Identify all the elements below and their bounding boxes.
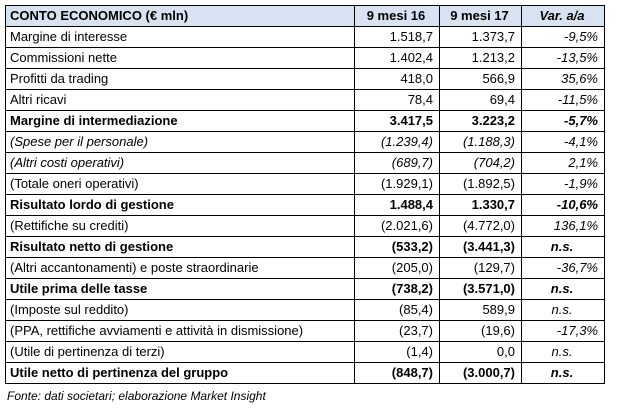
income-statement-table	[5, 5, 605, 384]
value-9m17: 3.223,2	[440, 111, 522, 132]
value-9m17: (129,7)	[440, 258, 522, 279]
row-label: Altri ricavi	[6, 90, 355, 111]
table-row	[6, 27, 605, 48]
table-row-subtotal	[6, 279, 605, 300]
value-9m17: (3.000,7)	[440, 363, 522, 384]
value-var: -13,5%	[522, 48, 605, 69]
value-9m16: (689,7)	[355, 153, 440, 174]
value-9m17: 589,9	[440, 300, 522, 321]
value-var: -9,5%	[522, 27, 605, 48]
row-label: Margine di intermediazione	[6, 111, 355, 132]
table-row-subtotal	[6, 111, 605, 132]
row-label: Profitti da trading	[6, 69, 355, 90]
table-row	[6, 48, 605, 69]
header-9m17: 9 mesi 17	[440, 6, 522, 27]
value-var: 2,1%	[522, 153, 605, 174]
row-label: (Imposte sul reddito)	[6, 300, 355, 321]
value-9m16: (85,4)	[355, 300, 440, 321]
value-9m16: (533,2)	[355, 237, 440, 258]
row-label: (PPA, rettifiche avviamenti e attività in dismissione)	[6, 321, 355, 342]
value-9m16: (205,0)	[355, 258, 440, 279]
header-var: Var. a/a	[522, 6, 605, 27]
value-9m16: (2.021,6)	[355, 216, 440, 237]
value-9m16: (1.239,4)	[355, 132, 440, 153]
table-row	[6, 216, 605, 237]
value-9m17: (3.441,3)	[440, 237, 522, 258]
value-9m17: (1.892,5)	[440, 174, 522, 195]
row-label: (Totale oneri operativi)	[6, 174, 355, 195]
value-9m16: (1.929,1)	[355, 174, 440, 195]
table-row-total	[6, 363, 605, 384]
table-header-row	[6, 6, 605, 27]
row-label: (Rettifiche su crediti)	[6, 216, 355, 237]
value-9m17: (19,6)	[440, 321, 522, 342]
value-9m17: (4.772,0)	[440, 216, 522, 237]
table-row	[6, 321, 605, 342]
value-var: 136,1%	[522, 216, 605, 237]
value-9m17: (704,2)	[440, 153, 522, 174]
header-9m16: 9 mesi 16	[355, 6, 440, 27]
table-row	[6, 342, 605, 363]
value-9m17: (1.188,3)	[440, 132, 522, 153]
value-var: n.s.	[522, 237, 605, 258]
row-label: Utile prima delle tasse	[6, 279, 355, 300]
value-var: n.s.	[522, 342, 605, 363]
row-label: Risultato lordo di gestione	[6, 195, 355, 216]
value-var: -36,7%	[522, 258, 605, 279]
source-note: Fonte: dati societari; elaborazione Market Insight	[7, 389, 266, 403]
value-var: 35,6%	[522, 69, 605, 90]
table-row-subtotal	[6, 195, 605, 216]
row-label: Margine di interesse	[6, 27, 355, 48]
header-label: CONTO ECONOMICO (€ mln)	[6, 6, 355, 27]
value-9m16: 78,4	[355, 90, 440, 111]
table-row	[6, 153, 605, 174]
value-var: -1,9%	[522, 174, 605, 195]
value-9m16: 418,0	[355, 69, 440, 90]
row-label: Commissioni nette	[6, 48, 355, 69]
value-9m16: 1.518,7	[355, 27, 440, 48]
table-row-subtotal	[6, 237, 605, 258]
row-label: (Spese per il personale)	[6, 132, 355, 153]
value-var: -11,5%	[522, 90, 605, 111]
value-var: -17,3%	[522, 321, 605, 342]
value-9m17: 69,4	[440, 90, 522, 111]
table-row	[6, 174, 605, 195]
table-row	[6, 132, 605, 153]
value-var: n.s.	[522, 279, 605, 300]
value-9m17: 566,9	[440, 69, 522, 90]
table-row	[6, 90, 605, 111]
value-9m16: (848,7)	[355, 363, 440, 384]
value-9m16: 1.488,4	[355, 195, 440, 216]
value-var: -10,6%	[522, 195, 605, 216]
table-row	[6, 258, 605, 279]
row-label: (Altri accantonamenti) e poste straordinarie	[6, 258, 355, 279]
row-label: (Utile di pertinenza di terzi)	[6, 342, 355, 363]
row-label: Utile netto di pertinenza del gruppo	[6, 363, 355, 384]
value-9m16: 3.417,5	[355, 111, 440, 132]
value-9m17: 1.373,7	[440, 27, 522, 48]
value-9m17: 1.330,7	[440, 195, 522, 216]
value-var: -5,7%	[522, 111, 605, 132]
value-var: n.s.	[522, 363, 605, 384]
row-label: (Altri costi operativi)	[6, 153, 355, 174]
value-var: -4,1%	[522, 132, 605, 153]
value-9m17: 0,0	[440, 342, 522, 363]
value-9m17: 1.213,2	[440, 48, 522, 69]
value-var: n.s.	[522, 300, 605, 321]
value-9m16: (23,7)	[355, 321, 440, 342]
value-9m16: 1.402,4	[355, 48, 440, 69]
table-row	[6, 300, 605, 321]
row-label: Risultato netto di gestione	[6, 237, 355, 258]
value-9m16: (738,2)	[355, 279, 440, 300]
value-9m17: (3.571,0)	[440, 279, 522, 300]
table-row	[6, 69, 605, 90]
value-9m16: (1,4)	[355, 342, 440, 363]
